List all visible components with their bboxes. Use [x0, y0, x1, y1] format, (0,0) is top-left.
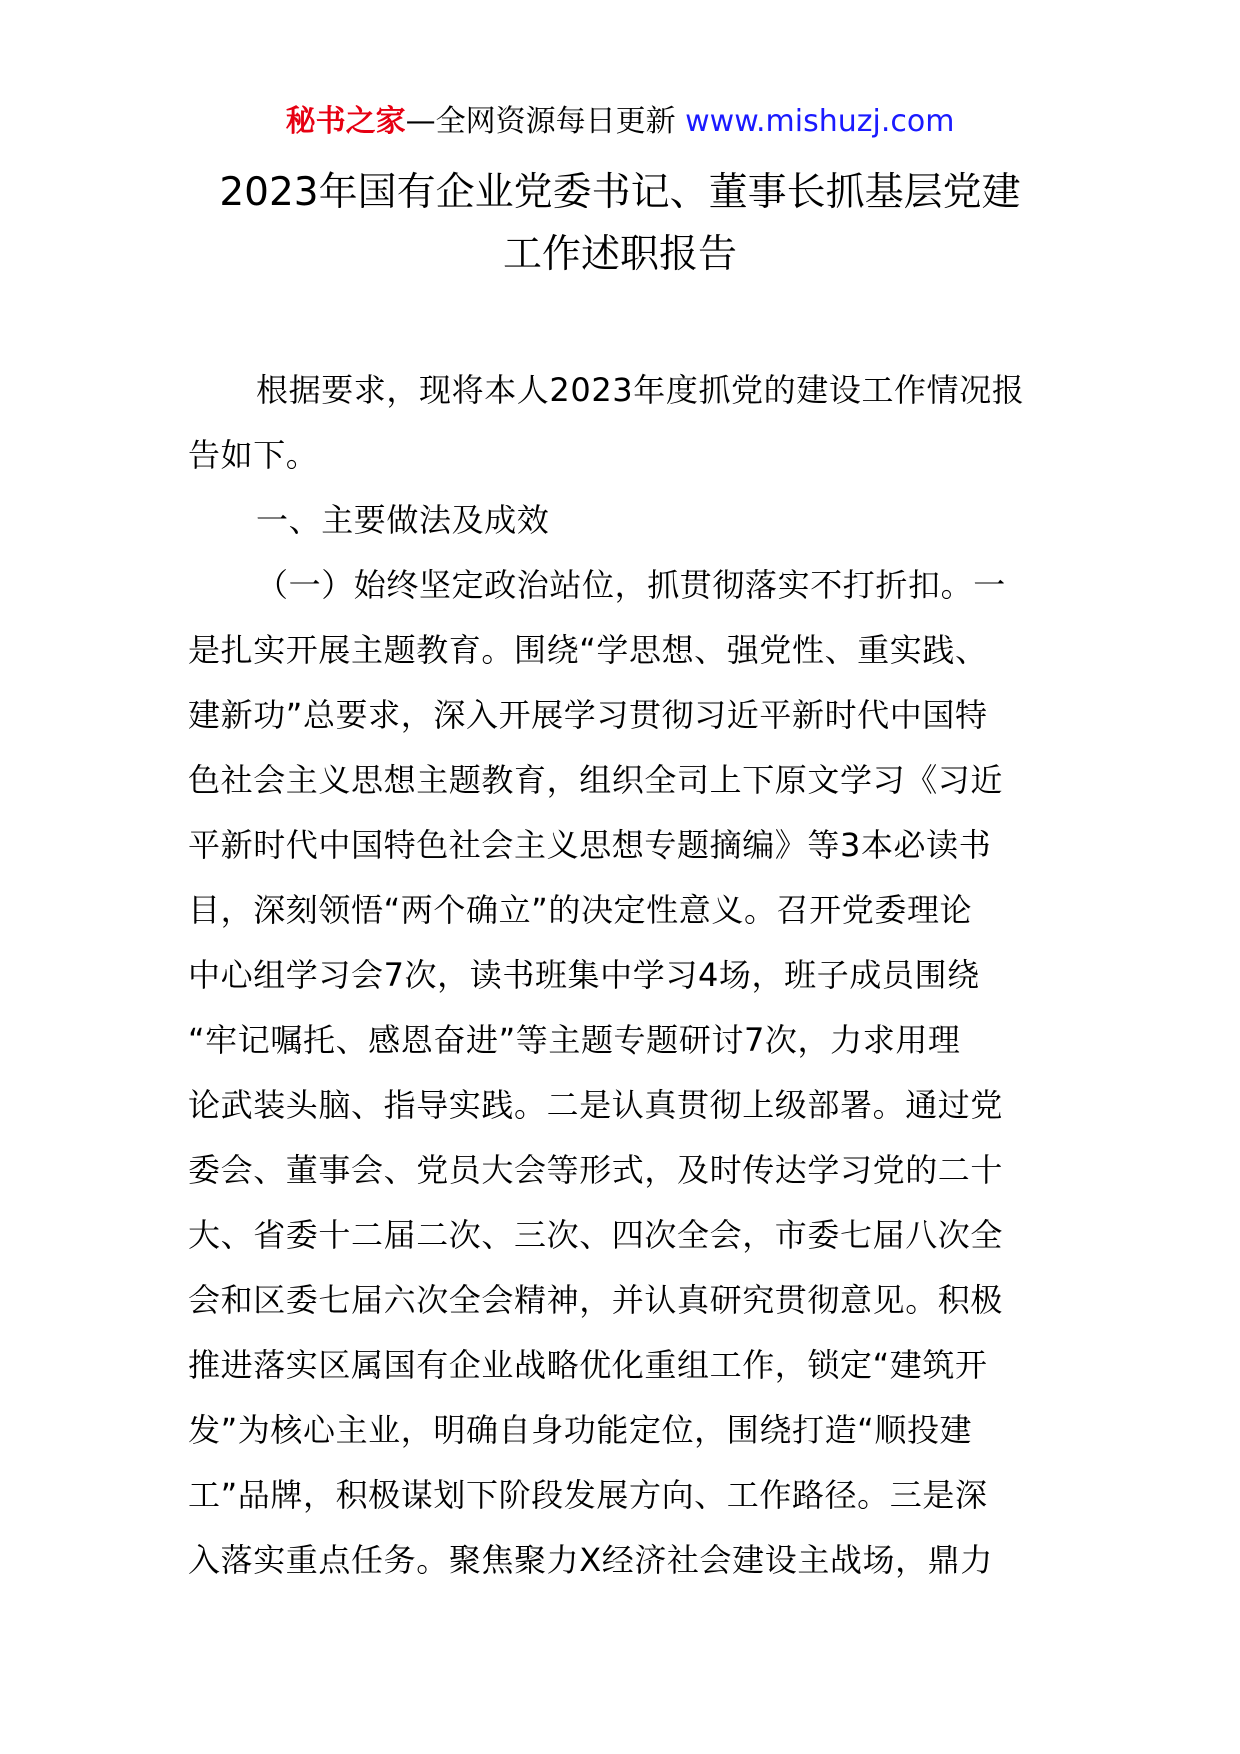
section-heading: 一、主要做法及成效	[256, 501, 550, 539]
body-line: 目，深刻领悟“两个确立”的决定性意义。召开党委理论	[188, 891, 973, 929]
body-line: 是扎实开展主题教育。围绕“学思想、强党性、重实践、	[188, 631, 988, 669]
document-title-line-2: 工作述职报告	[502, 232, 737, 277]
site-watermark-header	[0, 100, 1240, 144]
body-line: 中心组学习会7次，读书班集中学习4场，班子成员围绕	[188, 956, 980, 994]
body-line: （一）始终坚定政治站位，抓贯彻落实不打折扣。一	[256, 566, 1006, 604]
body-line: 会和区委七届六次全会精神，并认真研究贯彻意见。积极	[188, 1281, 1004, 1319]
body-line: 推进落实区属国有企业战略优化重组工作，锁定“建筑开	[188, 1346, 988, 1384]
brand-name: 秘书之家	[285, 104, 406, 139]
site-url-link[interactable]: www.mishuzj.com	[685, 104, 955, 139]
body-line: 根据要求，现将本人2023年度抓党的建设工作情况报	[256, 371, 1025, 409]
document-title-line-1: 2023年国有企业党委书记、董事长抓基层党建	[219, 170, 1021, 215]
document-title	[0, 162, 1240, 286]
body-line: 论武装头脑、指导实践。二是认真贯彻上级部署。通过党	[188, 1086, 1004, 1124]
body-line: 告如下。	[188, 436, 319, 474]
body-line: 色社会主义思想主题教育，组织全司上下原文学习《习近	[188, 761, 1004, 799]
body-line: 工”品牌，积极谋划下阶段发展方向、工作路径。三是深	[188, 1476, 988, 1514]
body-line: “牢记嘱托、感恩奋进”等主题专题研讨7次，力求用理	[188, 1021, 961, 1059]
body-line: 建新功”总要求，深入开展学习贯彻习近平新时代中国特	[188, 696, 988, 734]
body-line: 平新时代中国特色社会主义思想专题摘编》等3本必读书	[188, 826, 992, 864]
body-line: 大、省委十二届二次、三次、四次全会，市委七届八次全	[188, 1216, 1004, 1254]
body-line: 发”为核心主业，明确自身功能定位，围绕打造“顺投建	[188, 1411, 973, 1449]
body-line: 入落实重点任务。聚焦聚力X经济社会建设主战场，鼎力	[188, 1541, 993, 1579]
body-line: 委会、董事会、党员大会等形式，及时传达学习党的二十	[188, 1151, 1004, 1189]
brand-slogan: —全网资源每日更新	[405, 104, 686, 139]
document-body	[188, 358, 1064, 1593]
